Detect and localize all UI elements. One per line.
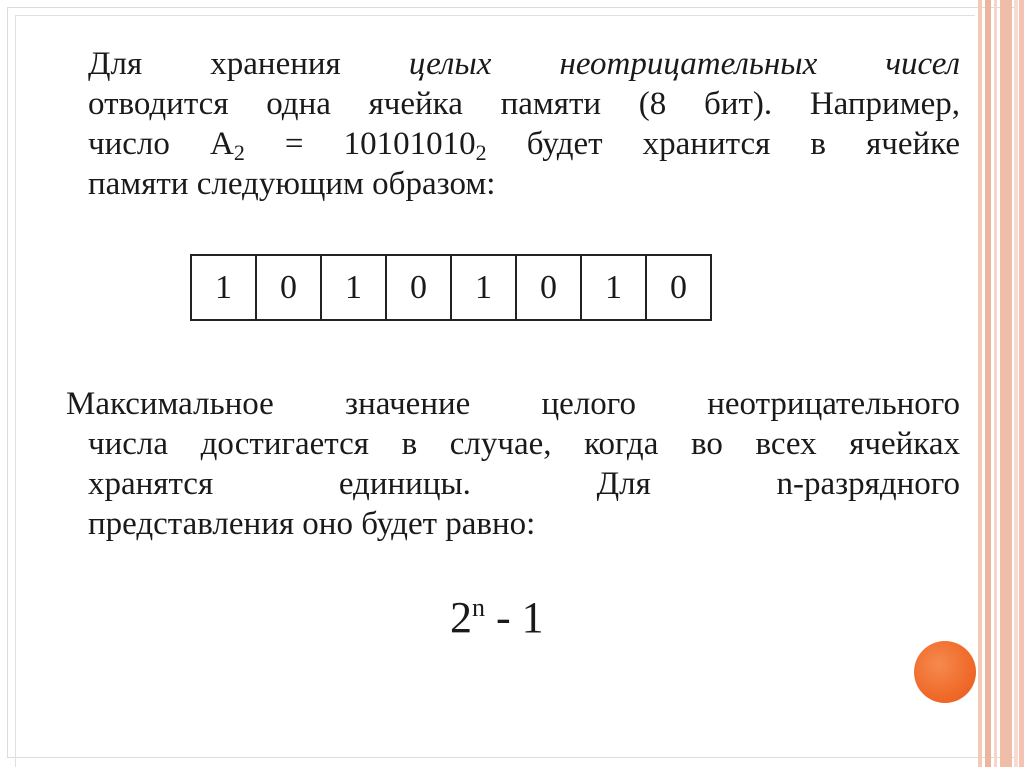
decor-stripe [978, 0, 982, 767]
decor-stripe [1019, 0, 1024, 767]
decor-stripe [1000, 0, 1012, 767]
bit-cell: 0 [256, 255, 321, 320]
paragraph-line: представления оно будет равно: [88, 506, 536, 542]
bit-cell: 1 [191, 255, 256, 320]
bit-cell: 0 [646, 255, 711, 320]
decor-stripe [1014, 0, 1018, 767]
paragraph-line: отводится одна ячейка памяти (8 бит). Например, [88, 86, 960, 122]
decor-stripe [994, 0, 997, 767]
bit-cell: 1 [321, 255, 386, 320]
bit-cell: 1 [581, 255, 646, 320]
paragraph-line: Для хранения целых неотрицательных чисел [88, 46, 960, 82]
paragraph-max-value [66, 384, 960, 544]
bit-cell: 1 [451, 255, 516, 320]
formula: 2$^n$ - 1 [450, 593, 544, 642]
decor-stripe [985, 0, 991, 767]
paragraph-line: Максимальное значение целого неотрицательного [66, 386, 960, 422]
italic-term: целых неотрицательных чисел [408, 46, 960, 82]
paragraph-line: числа достигается в случае, когда во всех ячейках [88, 426, 960, 462]
bit-cell: 0 [386, 255, 451, 320]
memory-cell-row [191, 255, 711, 320]
memory-cell-table [190, 254, 712, 321]
paragraph-line: памяти следующим образом: [88, 166, 496, 202]
paragraph-line: хранятся единицы. Для n-разрядного [88, 466, 960, 502]
paragraph-storage [88, 44, 960, 204]
decor-circle [914, 641, 976, 703]
paragraph-line: число $A_2 = 10101010_2$ будет хранится в ячейке [88, 126, 961, 165]
bit-cell: 0 [516, 255, 581, 320]
